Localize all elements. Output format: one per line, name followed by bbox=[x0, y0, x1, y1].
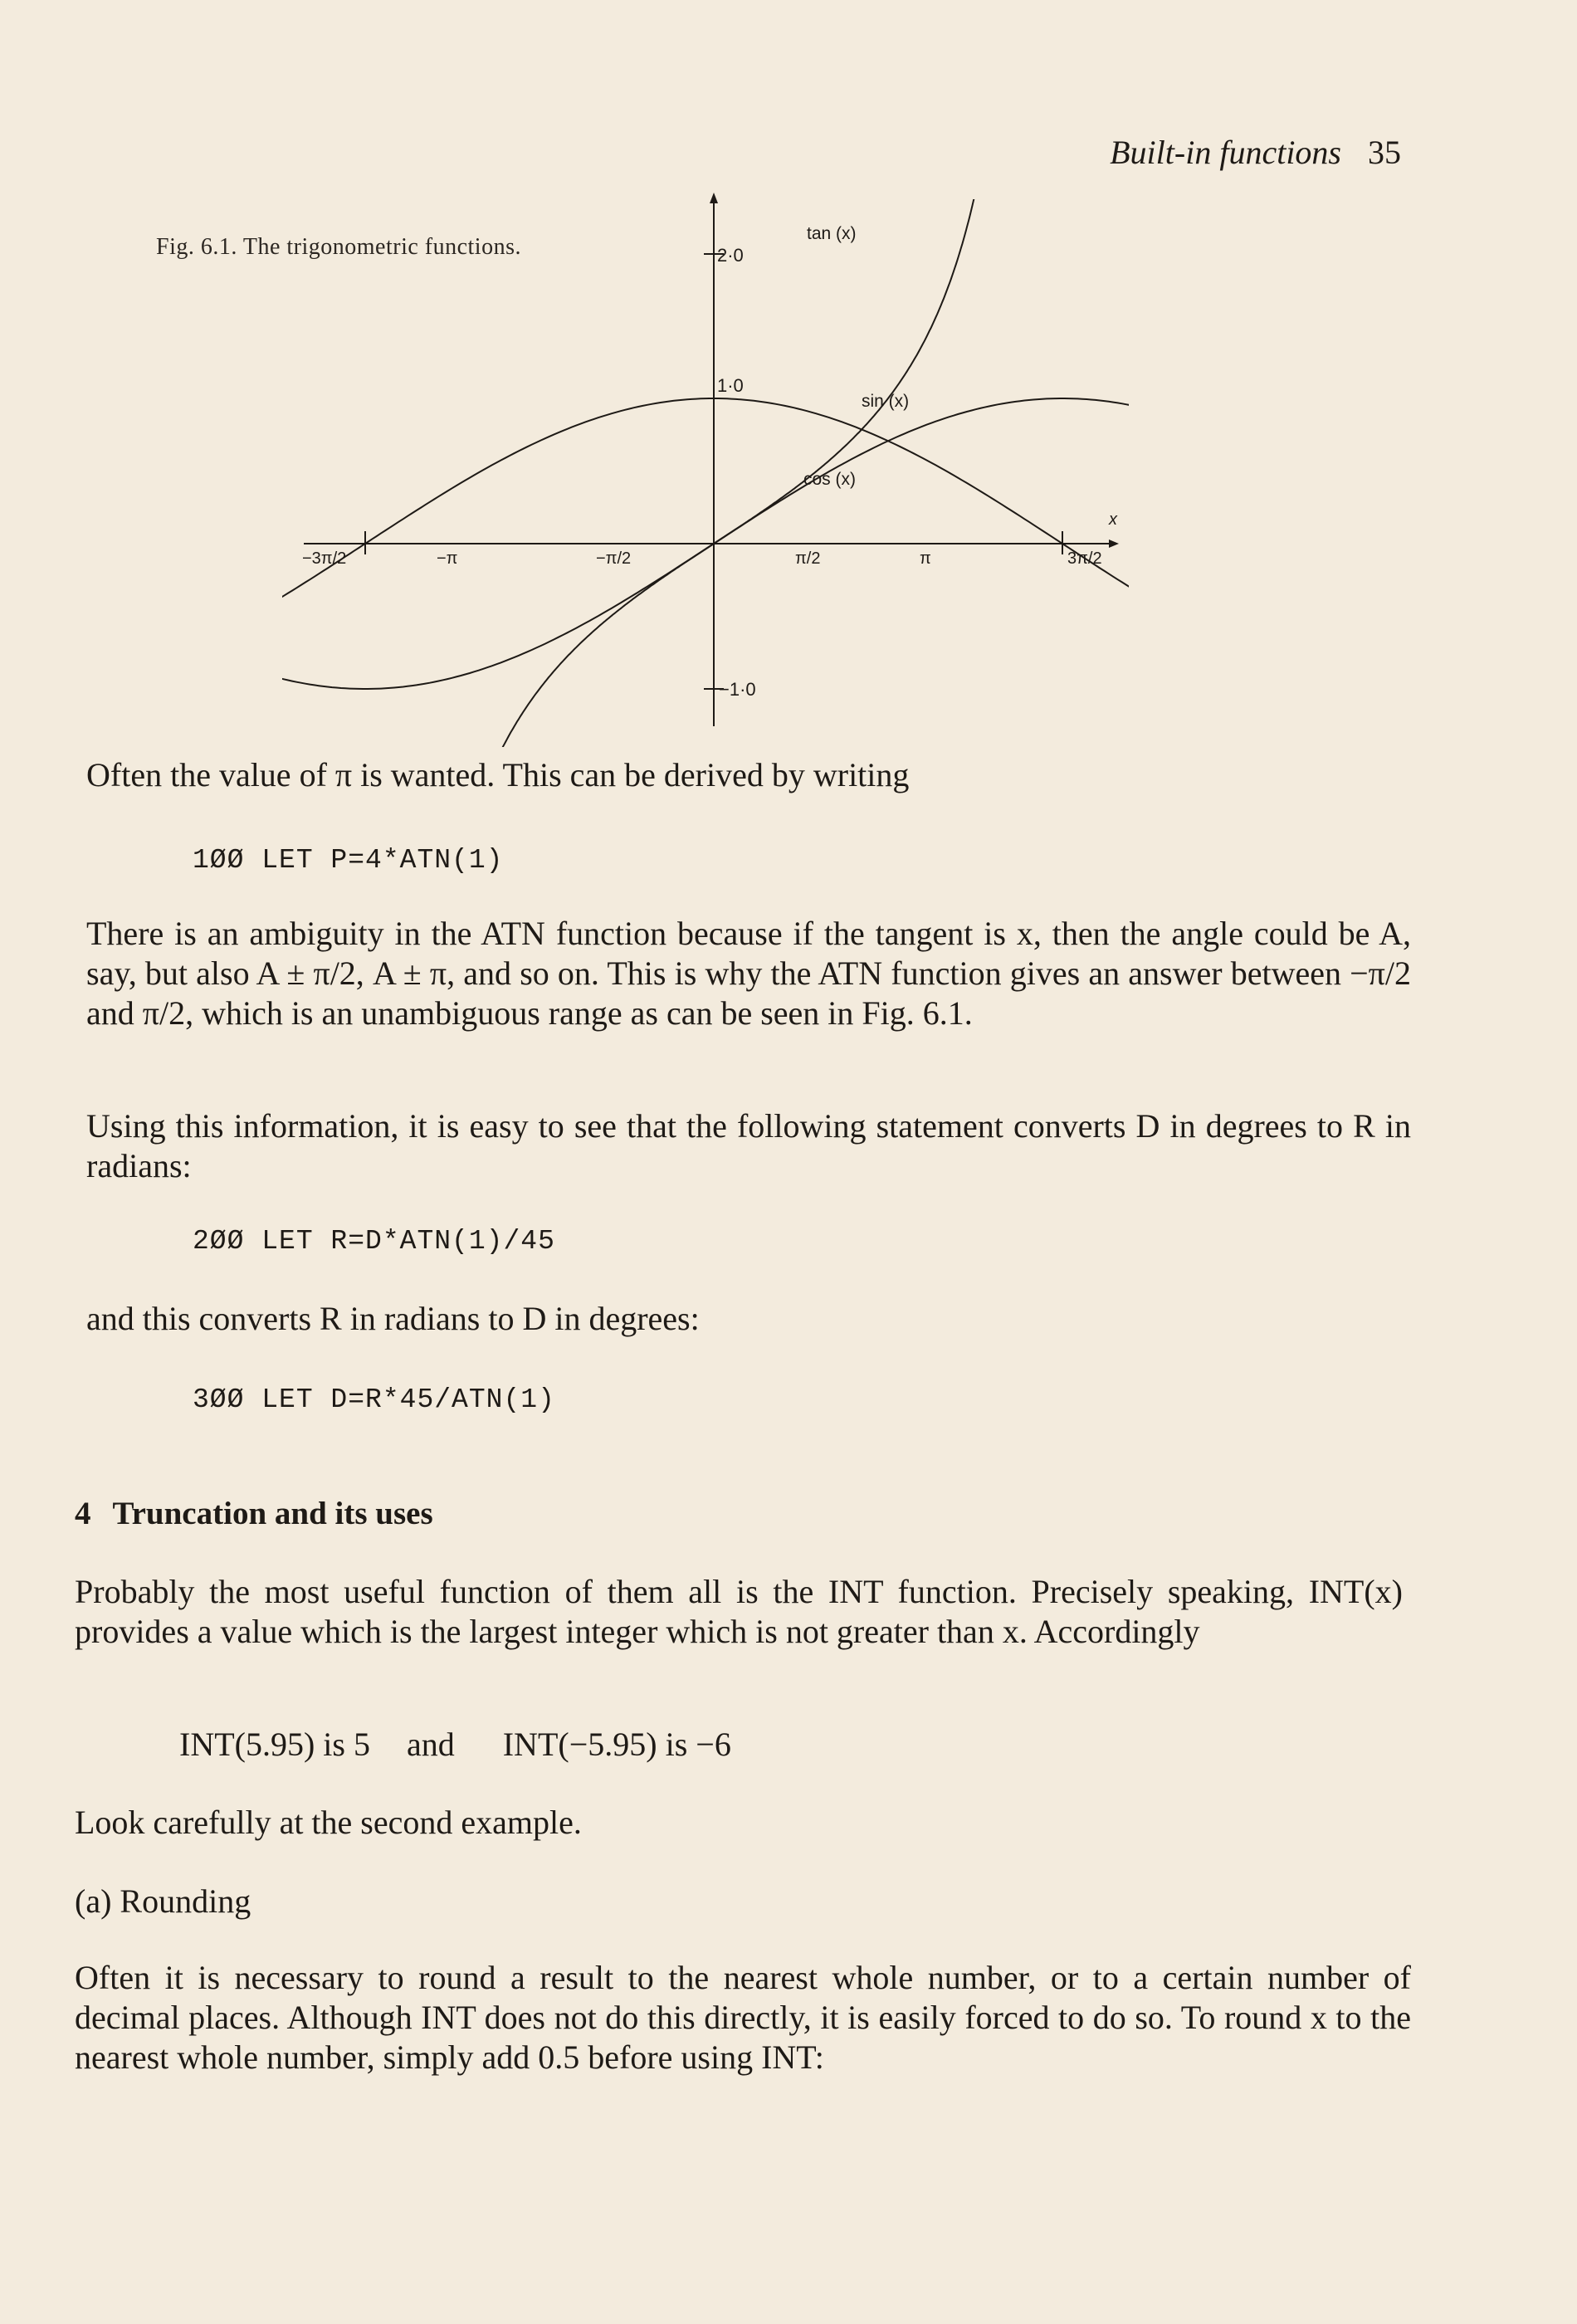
y-axis-arrow bbox=[710, 193, 718, 203]
paragraph-look: Look carefully at the second example. bbox=[75, 1804, 582, 1841]
code-line-200: 2ØØ LET R=D*ATN(1)/45 bbox=[193, 1226, 555, 1257]
paragraph-rounding: Often it is necessary to round a result to the nearest whole number, or to a certain number of decimal places. Although INT does not do this directly, it is easily forced to do so. To round x to the nearest whole number, simply add 0.5 before using INT: bbox=[75, 1959, 1411, 2076]
cos-label: cos (x) bbox=[803, 470, 856, 489]
tan-branch-right bbox=[1096, 166, 1577, 764]
int-example bbox=[179, 1725, 731, 1764]
x-axis-arrow bbox=[1109, 540, 1119, 548]
running-header-title: Built-in functions bbox=[1110, 134, 1341, 171]
section-number: 4 bbox=[75, 1496, 91, 1531]
section-heading bbox=[75, 1495, 433, 1532]
paragraph-ambiguity: There is an ambiguity in the ATN function because if the tangent is x, then the angle could be A, say, but also A ± π/2, A ± π, and so on. This is why the ATN function gives an answer between −π/2 and π/2, which is an unambiguous range as can be seen in Fig. 6.1. bbox=[86, 915, 1411, 1032]
example-negative: INT(−5.95) is −6 bbox=[502, 1726, 731, 1763]
page-number: 35 bbox=[1368, 134, 1401, 171]
figure-caption: Fig. 6.1. The trigonometric functions. bbox=[156, 234, 521, 260]
x-tick-label-neg3pi2: −3π/2 bbox=[302, 549, 347, 568]
x-tick-label-3pi2: 3π/2 bbox=[1067, 549, 1102, 568]
x-tick-label-pi2: π/2 bbox=[795, 549, 821, 568]
y-tick-label-1: 1·0 bbox=[717, 375, 744, 396]
paragraph-pi: Often the value of π is wanted. This can be derived by writing bbox=[86, 756, 910, 793]
example-positive: INT(5.95) is 5 bbox=[179, 1726, 370, 1763]
trig-functions-figure bbox=[0, 166, 1577, 764]
tan-branch-left bbox=[0, 166, 332, 764]
subsection-heading: (a) Rounding bbox=[75, 1882, 251, 1920]
x-tick-label-negpi: −π bbox=[437, 549, 458, 568]
y-tick-label-neg1: −1·0 bbox=[719, 679, 756, 700]
paragraph-int: Probably the most useful function of them all is the INT function. Precisely speaking, INT(x) provides a value which is the largest integer which is not greater than x. Accordingly bbox=[75, 1573, 1403, 1650]
x-axis-label: x bbox=[1109, 510, 1117, 529]
section-title: Truncation and its uses bbox=[112, 1496, 433, 1531]
x-tick-label-pi: π bbox=[920, 549, 931, 568]
y-tick-label-2: 2·0 bbox=[717, 245, 744, 266]
tan-label: tan (x) bbox=[807, 224, 857, 243]
sin-label: sin (x) bbox=[862, 392, 910, 411]
code-line-300: 3ØØ LET D=R*45/ATN(1) bbox=[193, 1384, 555, 1415]
code-line-100: 1ØØ LET P=4*ATN(1) bbox=[193, 845, 504, 876]
example-and: and bbox=[406, 1726, 455, 1763]
paragraph-radians: and this converts R in radians to D in degrees: bbox=[86, 1300, 700, 1337]
paragraph-degrees: Using this information, it is easy to see that the following statement converts D in degrees to R in radians: bbox=[86, 1107, 1411, 1184]
x-tick-label-negpi2: −π/2 bbox=[596, 549, 632, 568]
